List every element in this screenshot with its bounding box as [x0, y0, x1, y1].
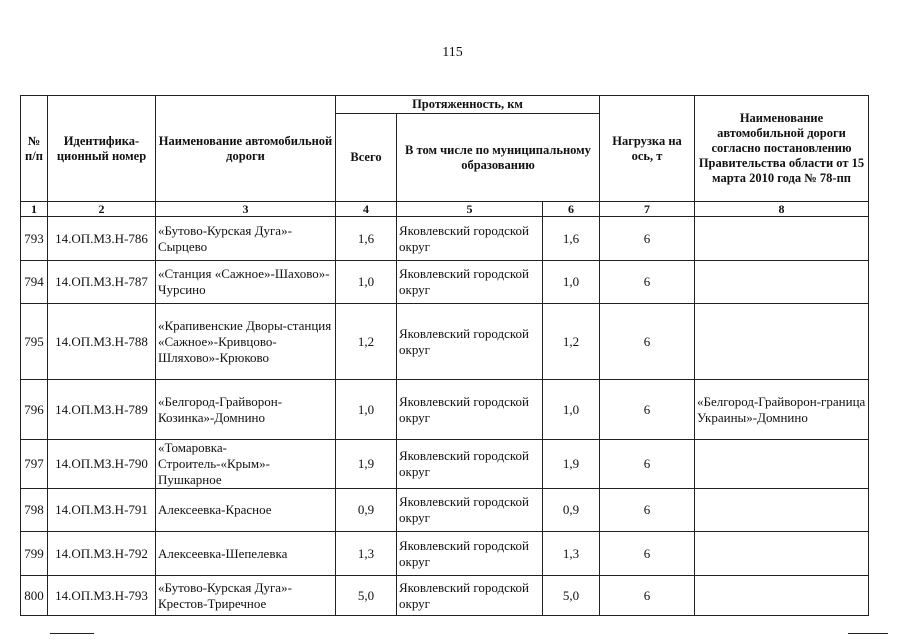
row-mun-length: 0,9	[543, 489, 600, 532]
row-id: 14.ОП.МЗ.Н-787	[48, 261, 156, 304]
row-mun-length: 1,9	[543, 440, 600, 489]
row-total: 1,9	[336, 440, 397, 489]
row-load: 6	[600, 304, 695, 380]
header-including: В том числе по муниципальному образованию	[397, 114, 600, 202]
header-decree: Наименование автомобильной дороги согласно постановлению Правительства области от 15 марта 2010 года № 78-пп	[695, 96, 869, 202]
header-total: Всего	[336, 114, 397, 202]
row-name: «Бутово-Курская Дуга»-Сырцево	[156, 217, 336, 261]
row-name: «Бутово-Курская Дуга»-Крестов-Триречное	[156, 576, 336, 616]
row-municipality: Яковлевский городской округ	[397, 217, 543, 261]
divider	[50, 633, 94, 634]
row-decree-name	[695, 532, 869, 576]
row-municipality: Яковлевский городской округ	[397, 261, 543, 304]
row-id: 14.ОП.МЗ.Н-788	[48, 304, 156, 380]
row-total: 1,2	[336, 304, 397, 380]
row-mun-length: 1,3	[543, 532, 600, 576]
row-total: 0,9	[336, 489, 397, 532]
table-row	[21, 304, 869, 380]
row-id: 14.ОП.МЗ.Н-793	[48, 576, 156, 616]
column-number: 5	[397, 202, 543, 217]
row-num: 795	[21, 304, 48, 380]
column-number: 4	[336, 202, 397, 217]
row-load: 6	[600, 576, 695, 616]
row-name: «Томаровка-Строитель-«Крым»-Пушкарное	[156, 440, 336, 489]
row-municipality: Яковлевский городской округ	[397, 380, 543, 440]
row-decree-name	[695, 261, 869, 304]
row-decree-name	[695, 217, 869, 261]
table-row	[21, 489, 869, 532]
row-id: 14.ОП.МЗ.Н-786	[48, 217, 156, 261]
row-municipality: Яковлевский городской округ	[397, 532, 543, 576]
row-decree-name	[695, 489, 869, 532]
column-number: 1	[21, 202, 48, 217]
row-num: 800	[21, 576, 48, 616]
row-total: 1,6	[336, 217, 397, 261]
row-decree-name	[695, 576, 869, 616]
header-name: Наименование автомобильной дороги	[156, 96, 336, 202]
row-name: «Станция «Сажное»-Шахово»-Чурсино	[156, 261, 336, 304]
row-mun-length: 1,0	[543, 380, 600, 440]
row-total: 1,0	[336, 380, 397, 440]
row-load: 6	[600, 217, 695, 261]
row-name: Алексеевка-Красное	[156, 489, 336, 532]
table-row	[21, 380, 869, 440]
row-num: 798	[21, 489, 48, 532]
row-decree-name	[695, 440, 869, 489]
table-row	[21, 576, 869, 616]
row-total: 5,0	[336, 576, 397, 616]
row-total: 1,3	[336, 532, 397, 576]
row-name: «Белгород-Грайворон-Козинка»-Домнино	[156, 380, 336, 440]
row-num: 799	[21, 532, 48, 576]
row-id: 14.ОП.МЗ.Н-789	[48, 380, 156, 440]
header-num: № п/п	[21, 96, 48, 202]
row-load: 6	[600, 261, 695, 304]
row-num: 794	[21, 261, 48, 304]
header-id: Идентифика-ционный номер	[48, 96, 156, 202]
column-number: 6	[543, 202, 600, 217]
row-load: 6	[600, 532, 695, 576]
row-mun-length: 5,0	[543, 576, 600, 616]
roads-table	[20, 95, 869, 616]
row-id: 14.ОП.МЗ.Н-790	[48, 440, 156, 489]
row-id: 14.ОП.МЗ.Н-792	[48, 532, 156, 576]
row-num: 796	[21, 380, 48, 440]
row-name: «Крапивенские Дворы-станция «Сажное»-Кривцово-Шляхово»-Крюково	[156, 304, 336, 380]
column-number-row	[21, 202, 869, 217]
column-number: 8	[695, 202, 869, 217]
row-municipality: Яковлевский городской округ	[397, 440, 543, 489]
row-name: Алексеевка-Шепелевка	[156, 532, 336, 576]
divider	[848, 633, 888, 634]
column-number: 3	[156, 202, 336, 217]
table-row	[21, 440, 869, 489]
column-number: 7	[600, 202, 695, 217]
header-length: Протяженность, км	[336, 96, 600, 114]
row-num: 797	[21, 440, 48, 489]
row-municipality: Яковлевский городской округ	[397, 489, 543, 532]
row-load: 6	[600, 440, 695, 489]
table-row	[21, 217, 869, 261]
row-decree-name	[695, 304, 869, 380]
row-mun-length: 1,6	[543, 217, 600, 261]
page-number: 115	[442, 45, 463, 60]
row-num: 793	[21, 217, 48, 261]
row-municipality: Яковлевский городской округ	[397, 304, 543, 380]
header-load: Нагрузка на ось, т	[600, 96, 695, 202]
row-municipality: Яковлевский городской округ	[397, 576, 543, 616]
column-number: 2	[48, 202, 156, 217]
row-id: 14.ОП.МЗ.Н-791	[48, 489, 156, 532]
row-mun-length: 1,0	[543, 261, 600, 304]
row-decree-name: «Белгород-Грайворон-граница Украины»-Домнино	[695, 380, 869, 440]
table-row	[21, 532, 869, 576]
row-total: 1,0	[336, 261, 397, 304]
row-load: 6	[600, 489, 695, 532]
row-mun-length: 1,2	[543, 304, 600, 380]
row-load: 6	[600, 380, 695, 440]
table-row	[21, 261, 869, 304]
